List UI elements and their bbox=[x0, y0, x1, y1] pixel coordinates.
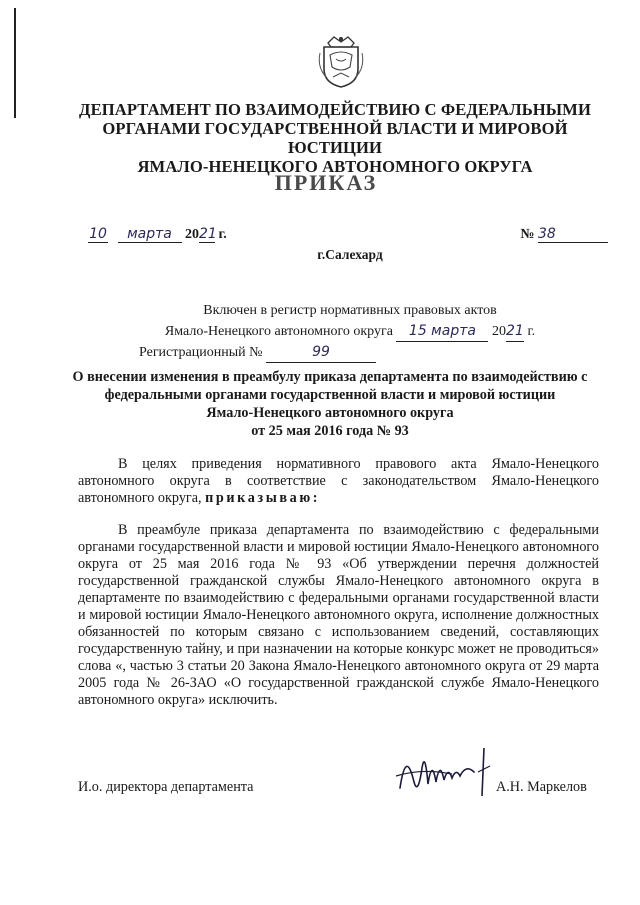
document-title: ПРИКАЗ bbox=[274, 170, 378, 195]
subject-line-2: федеральными органами государственной власти и мировой юстиции bbox=[104, 387, 556, 403]
registry-date: 15 марта bbox=[396, 321, 488, 342]
order-date-line bbox=[88, 226, 608, 248]
signatory-name: А.Н. Маркелов bbox=[496, 779, 587, 795]
signatory-position: И.о. директора департамента bbox=[78, 779, 254, 795]
order-year-label: г. bbox=[218, 227, 227, 242]
header-line-3: ЯМАЛО-НЕНЕЦКОГО АВТОНОМНОГО ОКРУГА bbox=[137, 157, 533, 176]
order-directive: приказываю: bbox=[205, 490, 321, 506]
order-number-value: 38 bbox=[538, 226, 608, 243]
handwritten-signature-icon bbox=[392, 738, 502, 800]
paragraph-1 bbox=[78, 456, 599, 507]
paragraph-1-text: В целях приведения нормативного правового акта Ямало-Ненецкого автономного округа в соответствие с законодательством Ямало-Ненецкого автономного округа, bbox=[78, 456, 599, 506]
order-number-label: № bbox=[520, 227, 535, 242]
order-number bbox=[520, 226, 608, 243]
registry-year-suffix: 21 bbox=[506, 321, 524, 342]
registry-year-label: г. bbox=[527, 324, 536, 339]
registry-stamp bbox=[100, 301, 600, 363]
order-year-prefix: 20 bbox=[185, 227, 199, 242]
registry-number-label: Регистрационный № bbox=[139, 345, 263, 360]
paragraph-2: В преамбуле приказа департамента по взаимодействию с федеральными органами государственной власти и мировой юстиции Ямало-Ненецкого автономного округа от 25 мая 2016 года № 93 «Об утверждении перечня должностей государственной гражданской службы Ямало-Ненецкого автономного округа в департаменте по взаимодействию с федеральными органами государственной власти и мировой юстиции Ямало-Ненецкого автономного округа, исполнение должностных обязанностей по которым связано с использованием сведений, составляющих государственную тайну, и при назначении на которые конкурс может не проводиться» слова «, частью 3 статьи 20 Закона Ямало-Ненецкого автономного округа от 29 марта 2005 года № 26-ЗАО «О государственной гражданской службе Ямало-Ненецкого автономного округа» исключить. bbox=[78, 522, 599, 708]
coat-of-arms-icon bbox=[318, 33, 364, 89]
header-line-1: ДЕПАРТАМЕНТ ПО ВЗАИМОДЕЙСТВИЮ С ФЕДЕРАЛЬНЫМИ bbox=[79, 100, 591, 119]
registry-line-2 bbox=[100, 321, 600, 342]
registry-line-1: Включен в регистр нормативных правовых актов bbox=[203, 303, 497, 318]
registry-line-3 bbox=[100, 342, 600, 363]
order-date bbox=[88, 226, 227, 243]
order-year-suffix: 21 bbox=[199, 226, 217, 242]
header-line-2: ОРГАНАМИ ГОСУДАРСТВЕННОЙ ВЛАСТИ И МИРОВОЙ ЮСТИЦИИ bbox=[102, 119, 568, 157]
order-month: марта bbox=[118, 226, 182, 243]
city: г.Салехард bbox=[317, 247, 383, 262]
document-subject bbox=[60, 368, 600, 440]
subject-line-3: Ямало-Ненецкого автономного округа bbox=[206, 405, 454, 421]
registry-region: Ямало-Ненецкого автономного округа bbox=[164, 324, 393, 339]
registry-year-prefix: 20 bbox=[491, 324, 506, 339]
department-header bbox=[70, 100, 600, 176]
subject-line-1: О внесении изменения в преамбулу приказа департамента по взаимодействию с bbox=[72, 369, 588, 385]
subject-line-4: от 25 мая 2016 года № 93 bbox=[251, 423, 409, 439]
order-day: 10 bbox=[89, 226, 107, 242]
margin-line bbox=[14, 8, 16, 118]
registry-number: 99 bbox=[266, 342, 376, 363]
